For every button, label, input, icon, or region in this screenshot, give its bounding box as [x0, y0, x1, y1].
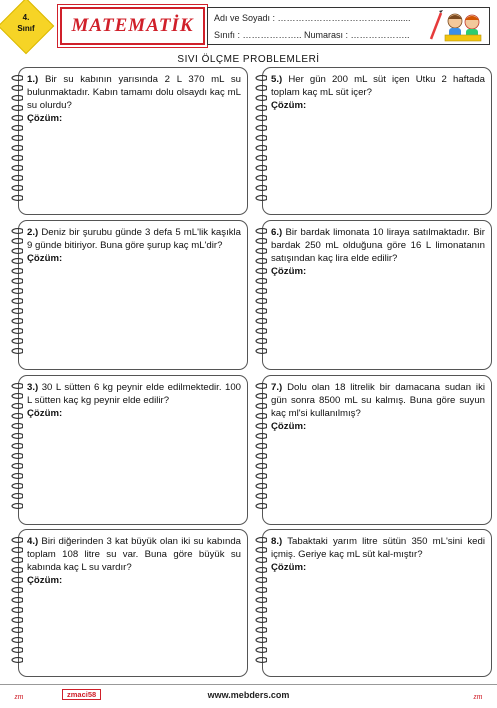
footer-url: www.mebders.com	[207, 690, 290, 700]
question-body: Biri diğerinden 3 kat büyük olan iki su kabında toplam 108 litre su var. Buna göre büyük su kabında kaç L su vardır?	[27, 536, 241, 573]
kids-illustration-icon	[425, 9, 485, 43]
question-text	[27, 381, 241, 407]
solution-label: Çözüm:	[271, 562, 307, 573]
question-card-1	[18, 67, 248, 215]
question-number: 7.)	[271, 382, 283, 393]
solution-label: Çözüm:	[271, 266, 307, 277]
question-text	[271, 381, 485, 420]
question-card-2	[18, 220, 248, 370]
grade-number: 4.	[22, 13, 30, 22]
question-number: 5.)	[271, 74, 283, 85]
grade-label	[6, 12, 46, 34]
question-text	[271, 73, 485, 99]
corner-logo-left: zm	[14, 691, 24, 701]
question-text	[271, 535, 485, 561]
question-card-3	[18, 375, 248, 525]
question-card-5	[262, 67, 492, 215]
subject-title-box	[60, 7, 205, 45]
spiral-binding-icon	[9, 381, 23, 519]
solution-label: Çözüm:	[271, 421, 307, 432]
student-name-field: Adı ve Soyadı : ………………………………..........	[214, 13, 411, 23]
question-card-6	[262, 220, 492, 370]
question-body: Tabaktaki yarım litre sütün 350 mL'sini kedi içmiş. Geriye kaç mL süt kal-mıştır?	[271, 536, 485, 560]
question-body: Her gün 200 mL süt içen Utku 2 haftada toplam kaç mL süt içer?	[271, 74, 485, 98]
worksheet-header	[0, 0, 497, 50]
worksheet-footer	[0, 684, 497, 708]
question-body: Deniz bir şurubu günde 3 defa 5 mL'lik kaşıkla 9 günde bitiriyor. Buna göre şurup kaç mL'dir?	[27, 227, 241, 251]
question-number: 8.)	[271, 536, 283, 547]
page-title: SIVI ÖLÇME PROBLEMLERİ	[177, 54, 320, 65]
question-body: Dolu olan 18 litrelik bir damacana sudan iki gün sonra 8500 mL su kalmış. Buna göre suyun kaç ml'si kullanılmış?	[271, 382, 485, 419]
question-number: 2.)	[27, 227, 39, 238]
question-body: Bir bardak limonata 10 liraya satılmaktadır. Bir bardak 250 mL olduğuna göre 16 L limonatanın satışından kaç lira elde edilir?	[271, 227, 485, 264]
question-text	[27, 226, 241, 252]
spiral-binding-icon	[9, 73, 23, 209]
solution-label: Çözüm:	[27, 408, 63, 419]
grade-word: Sınıf	[17, 24, 35, 33]
question-card-4	[18, 529, 248, 677]
question-body: 30 L sütten 6 kg peynir elde edilmektedir. 100 L sütten kaç kg peynir elde edilir?	[27, 382, 241, 406]
question-card-7	[262, 375, 492, 525]
solution-label: Çözüm:	[27, 113, 63, 124]
student-class-field: Sınıfı : ……………….. Numarası : ………………..	[214, 30, 410, 40]
spiral-binding-icon	[9, 226, 23, 364]
question-body: Bir su kabının yarısında 2 L 370 mL su bulunmaktadır. Kabın tamamı dolu olsaydı kaç mL su olurdu?	[27, 74, 241, 111]
solution-label: Çözüm:	[27, 253, 63, 264]
solution-label: Çözüm:	[27, 575, 63, 586]
question-text	[27, 535, 241, 574]
question-number: 1.)	[27, 74, 39, 85]
question-number: 3.)	[27, 382, 39, 393]
footer-divider	[0, 684, 497, 685]
solution-label: Çözüm:	[271, 100, 307, 111]
footer-code: zmaci58	[62, 689, 101, 700]
spiral-binding-icon	[253, 535, 267, 671]
question-number: 6.)	[271, 227, 283, 238]
spiral-binding-icon	[253, 226, 267, 364]
spiral-binding-icon	[253, 381, 267, 519]
spiral-binding-icon	[9, 535, 23, 671]
corner-logo-right: zm	[473, 691, 483, 701]
question-number: 4.)	[27, 536, 39, 547]
question-text	[271, 226, 485, 265]
spiral-binding-icon	[253, 73, 267, 209]
subject-title: MATEMATİK	[71, 15, 194, 36]
question-text	[27, 73, 241, 112]
question-card-8	[262, 529, 492, 677]
